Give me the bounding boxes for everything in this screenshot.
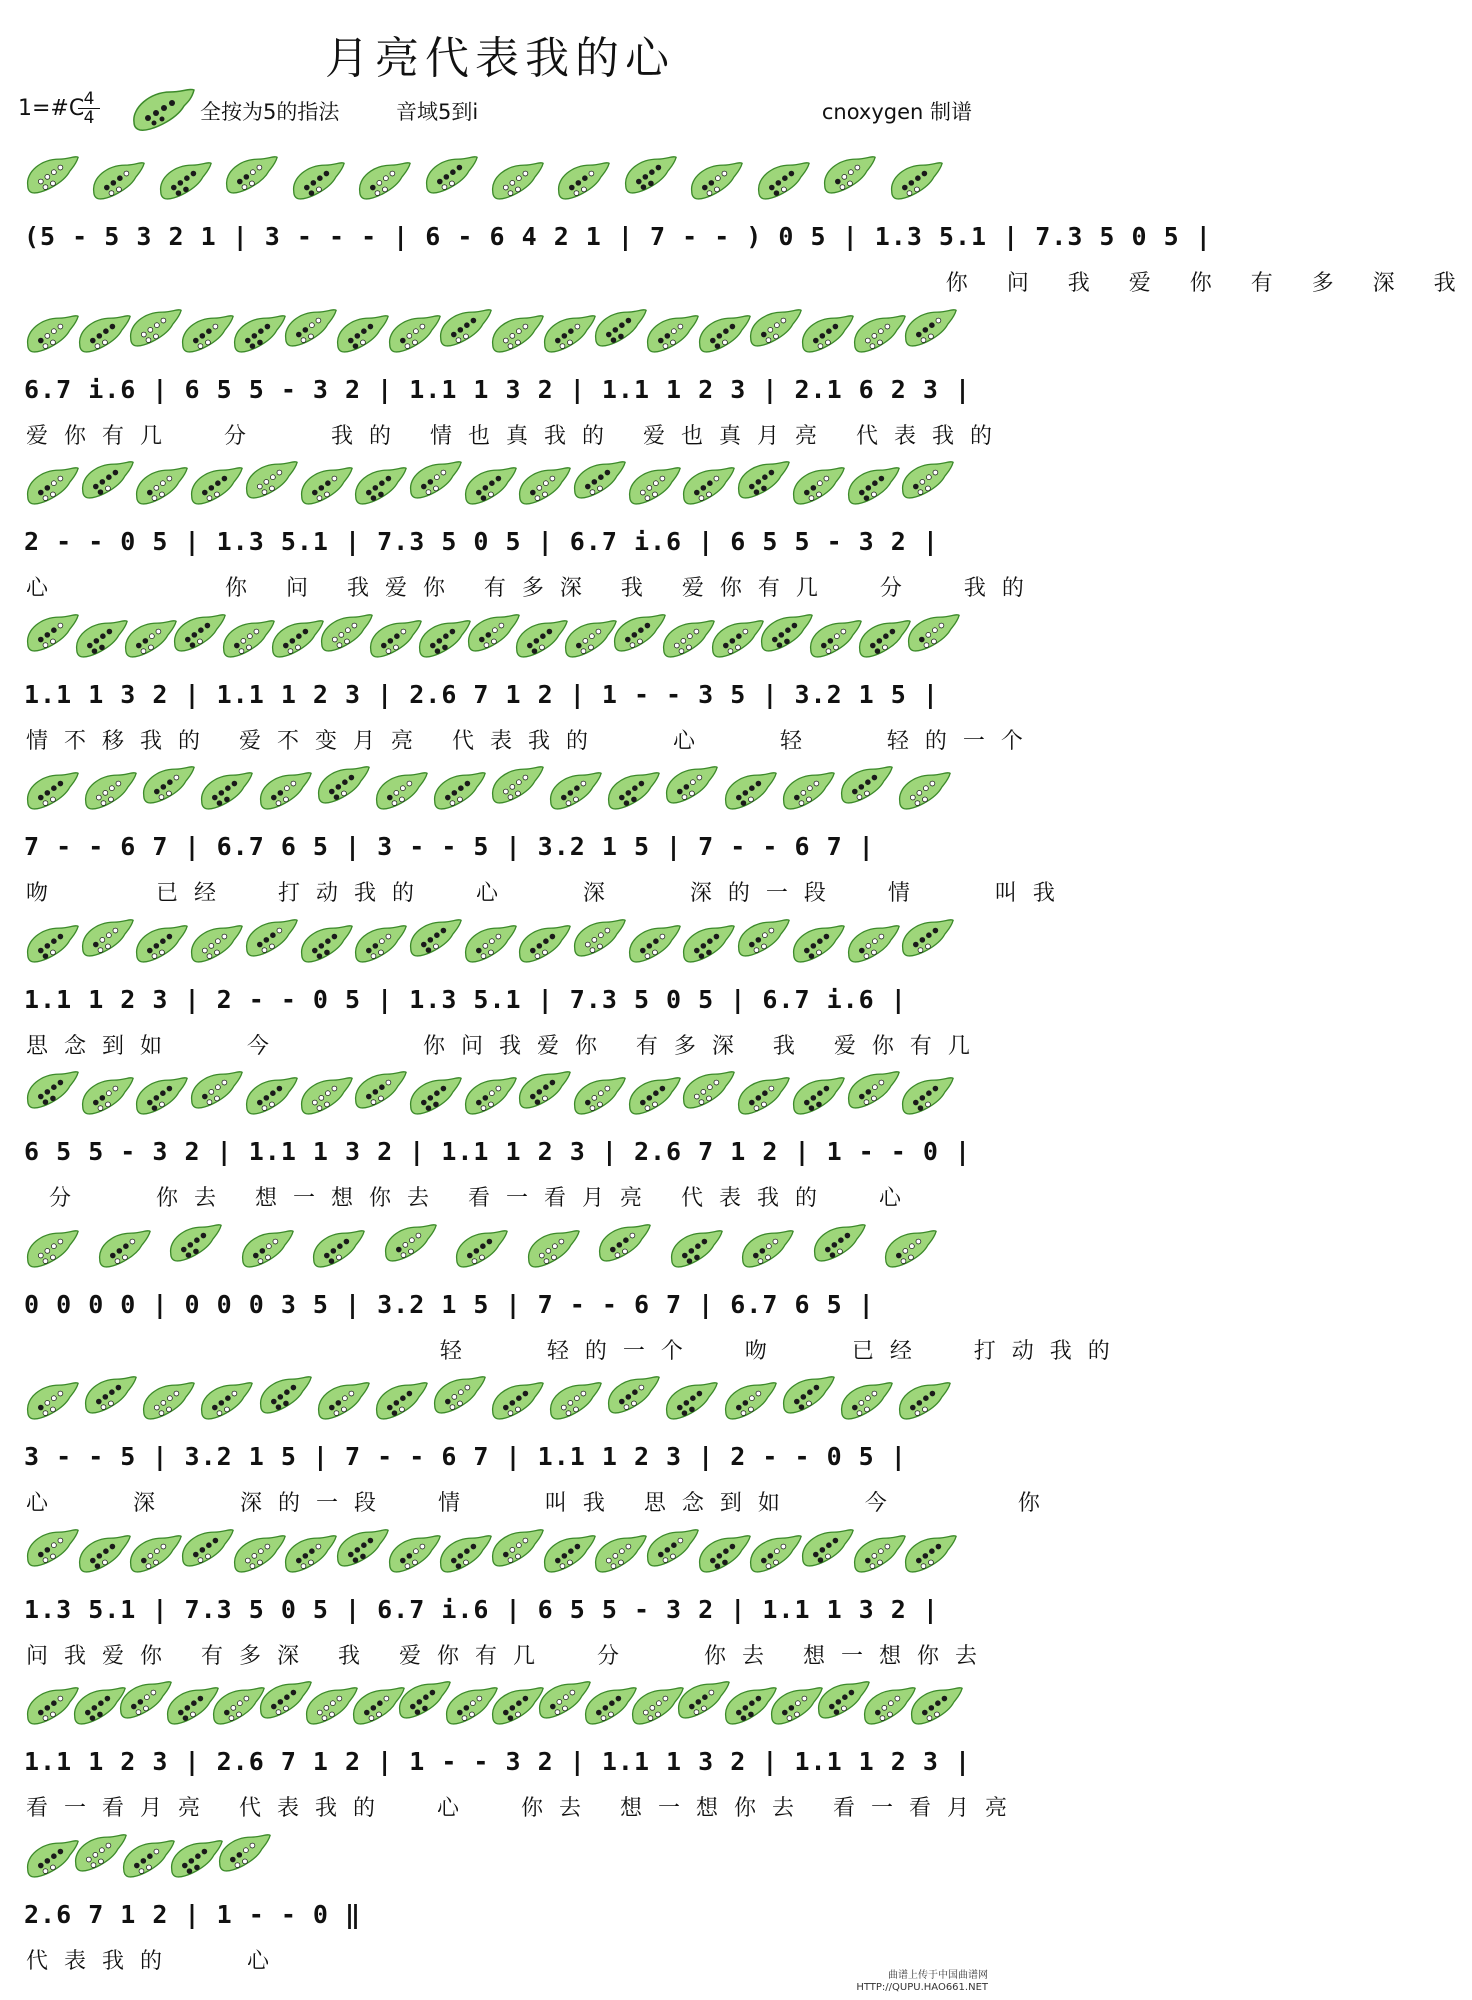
time-signature [78, 90, 100, 127]
ocarina-fingering-row [24, 148, 980, 208]
footer-url: HTTP://QUPU.HAO661.NET [856, 1982, 988, 1993]
score-system [0, 606, 1039, 756]
lyrics: 你 问 我 爱 你 有 多 深 我 [26, 271, 1472, 296]
jianpu-notes: (5 - 5 3 2 1 | 3 - - - | 6 - 6 4 2 1 | 7 - - ) 0 5 | 1.3 5.1 | 7.3 5 0 5 | [24, 222, 1212, 251]
score-system [0, 301, 1008, 451]
jianpu-notes: 7 - - 6 7 | 6.7 6 5 | 3 - - 5 | 3.2 1 5 | 7 - - 6 7 | [24, 832, 875, 861]
jianpu-notes: 0 0 0 0 | 0 0 0 3 5 | 3.2 1 5 | 7 - - 6 7 | 6.7 6 5 | [24, 1289, 875, 1319]
jianpu-notes: 6.7 i.6 | 6 5 5 - 3 2 | 1.1 1 3 2 | 1.1 1 2 3 | 2.1 6 2 3 | [24, 374, 972, 404]
lyrics: 爱你有几 分 我的 情也真我的 爱也真月亮 代表我的 [26, 423, 1008, 449]
lyrics: 看一看月亮 代表我的 心 你去 想一想你去 看一看月亮 [26, 1796, 1023, 1821]
lyrics: 分 你去 想一想你去 看一看月亮 代表我的 心 [26, 1186, 917, 1211]
page-title: 月亮代表我的心 [325, 33, 675, 84]
meter-top: 4 [83, 89, 95, 109]
score-system [0, 758, 1071, 908]
lyrics: 轻 轻的一个 吻 已经 打动我的 [26, 1338, 1126, 1364]
key-signature: 1=#C [18, 96, 85, 121]
footer-line: 曲谱上传于中国曲谱网 [888, 1970, 988, 1981]
jianpu-notes: 6 5 5 - 3 2 | 1.1 1 3 2 | 1.1 1 2 3 | 2.6 7 1 2 | 1 - - 0 | [24, 1137, 972, 1166]
jianpu-notes: 3 - - 5 | 3.2 1 5 | 7 - - 6 7 | 1.1 1 2 3 | 2 - - 0 5 | [24, 1442, 907, 1471]
lyrics: 问我爱你 有多深 我 爱你有几 分 你去 想一想你去 [26, 1643, 993, 1669]
lyrics: 心 你 问 我爱你 有多深 我 爱你有几 分 我的 [26, 576, 1040, 601]
ocarina-fingering-row [24, 1216, 980, 1276]
score-system [0, 1826, 1000, 1976]
score-system [0, 911, 1000, 1061]
lyrics: 心 深 深的一段 情 叫我 思念到如 今 你 [26, 1491, 1056, 1516]
jianpu-notes: 1.1 1 3 2 | 1.1 1 2 3 | 2.6 7 1 2 | 1 - - 3 5 | 3.2 1 5 | [24, 679, 939, 709]
lyrics: 思念到如 今 你问我爱你 有多深 我 爱你有几 [26, 1033, 986, 1059]
author-credit: cnoxygen 制谱 [821, 100, 972, 124]
ocarina-fingering-row [24, 1521, 980, 1581]
site-footer [856, 1970, 988, 1994]
score-system [0, 1368, 1056, 1518]
range-note: 音域5到i [396, 100, 479, 124]
ocarina-icon [130, 86, 196, 138]
jianpu-notes: 2.6 7 1 2 | 1 - - 0 ‖ [24, 1899, 362, 1929]
lyrics: 吻 已经 打动我的 心 深 深的一段 情 叫我 [26, 881, 1071, 906]
fingering-note: 全按为5的指法 [200, 100, 340, 124]
ocarina-fingering-row [24, 1368, 980, 1428]
jianpu-notes: 1.3 5.1 | 7.3 5 0 5 | 6.7 i.6 | 6 5 5 - 3 2 | 1.1 1 3 2 | [24, 1594, 939, 1624]
score-system [0, 1673, 1023, 1823]
jianpu-notes: 1.1 1 2 3 | 2 - - 0 5 | 1.3 5.1 | 7.3 5 0 5 | 6.7 i.6 | [24, 984, 907, 1014]
ocarina-fingering-row [24, 1673, 980, 1733]
ocarina-fingering-row [24, 1063, 980, 1123]
score-header [0, 90, 1000, 140]
ocarina-fingering-row [24, 453, 980, 513]
lyrics: 代表我的 心 [26, 1948, 285, 1974]
ocarina-fingering-row [24, 758, 980, 818]
meter-bottom: 4 [78, 108, 100, 127]
jianpu-notes: 1.1 1 2 3 | 2.6 7 1 2 | 1 - - 3 2 | 1.1 1 3 2 | 1.1 1 2 3 | [24, 1747, 972, 1776]
score-system [0, 1063, 1000, 1213]
ocarina-fingering-row [24, 301, 980, 361]
score-system [0, 148, 1472, 298]
jianpu-notes: 2 - - 0 5 | 1.3 5.1 | 7.3 5 0 5 | 6.7 i.6 | 6 5 5 - 3 2 | [24, 527, 939, 556]
score-system [0, 453, 1040, 603]
ocarina-fingering-row [24, 1826, 980, 1886]
score-system [0, 1216, 1126, 1366]
score-system [0, 1521, 1000, 1671]
ocarina-fingering-row [24, 911, 980, 971]
ocarina-fingering-row [24, 606, 980, 666]
lyrics: 情不移我的 爱不变月亮 代表我的 心 轻 轻的一个 [26, 728, 1039, 754]
